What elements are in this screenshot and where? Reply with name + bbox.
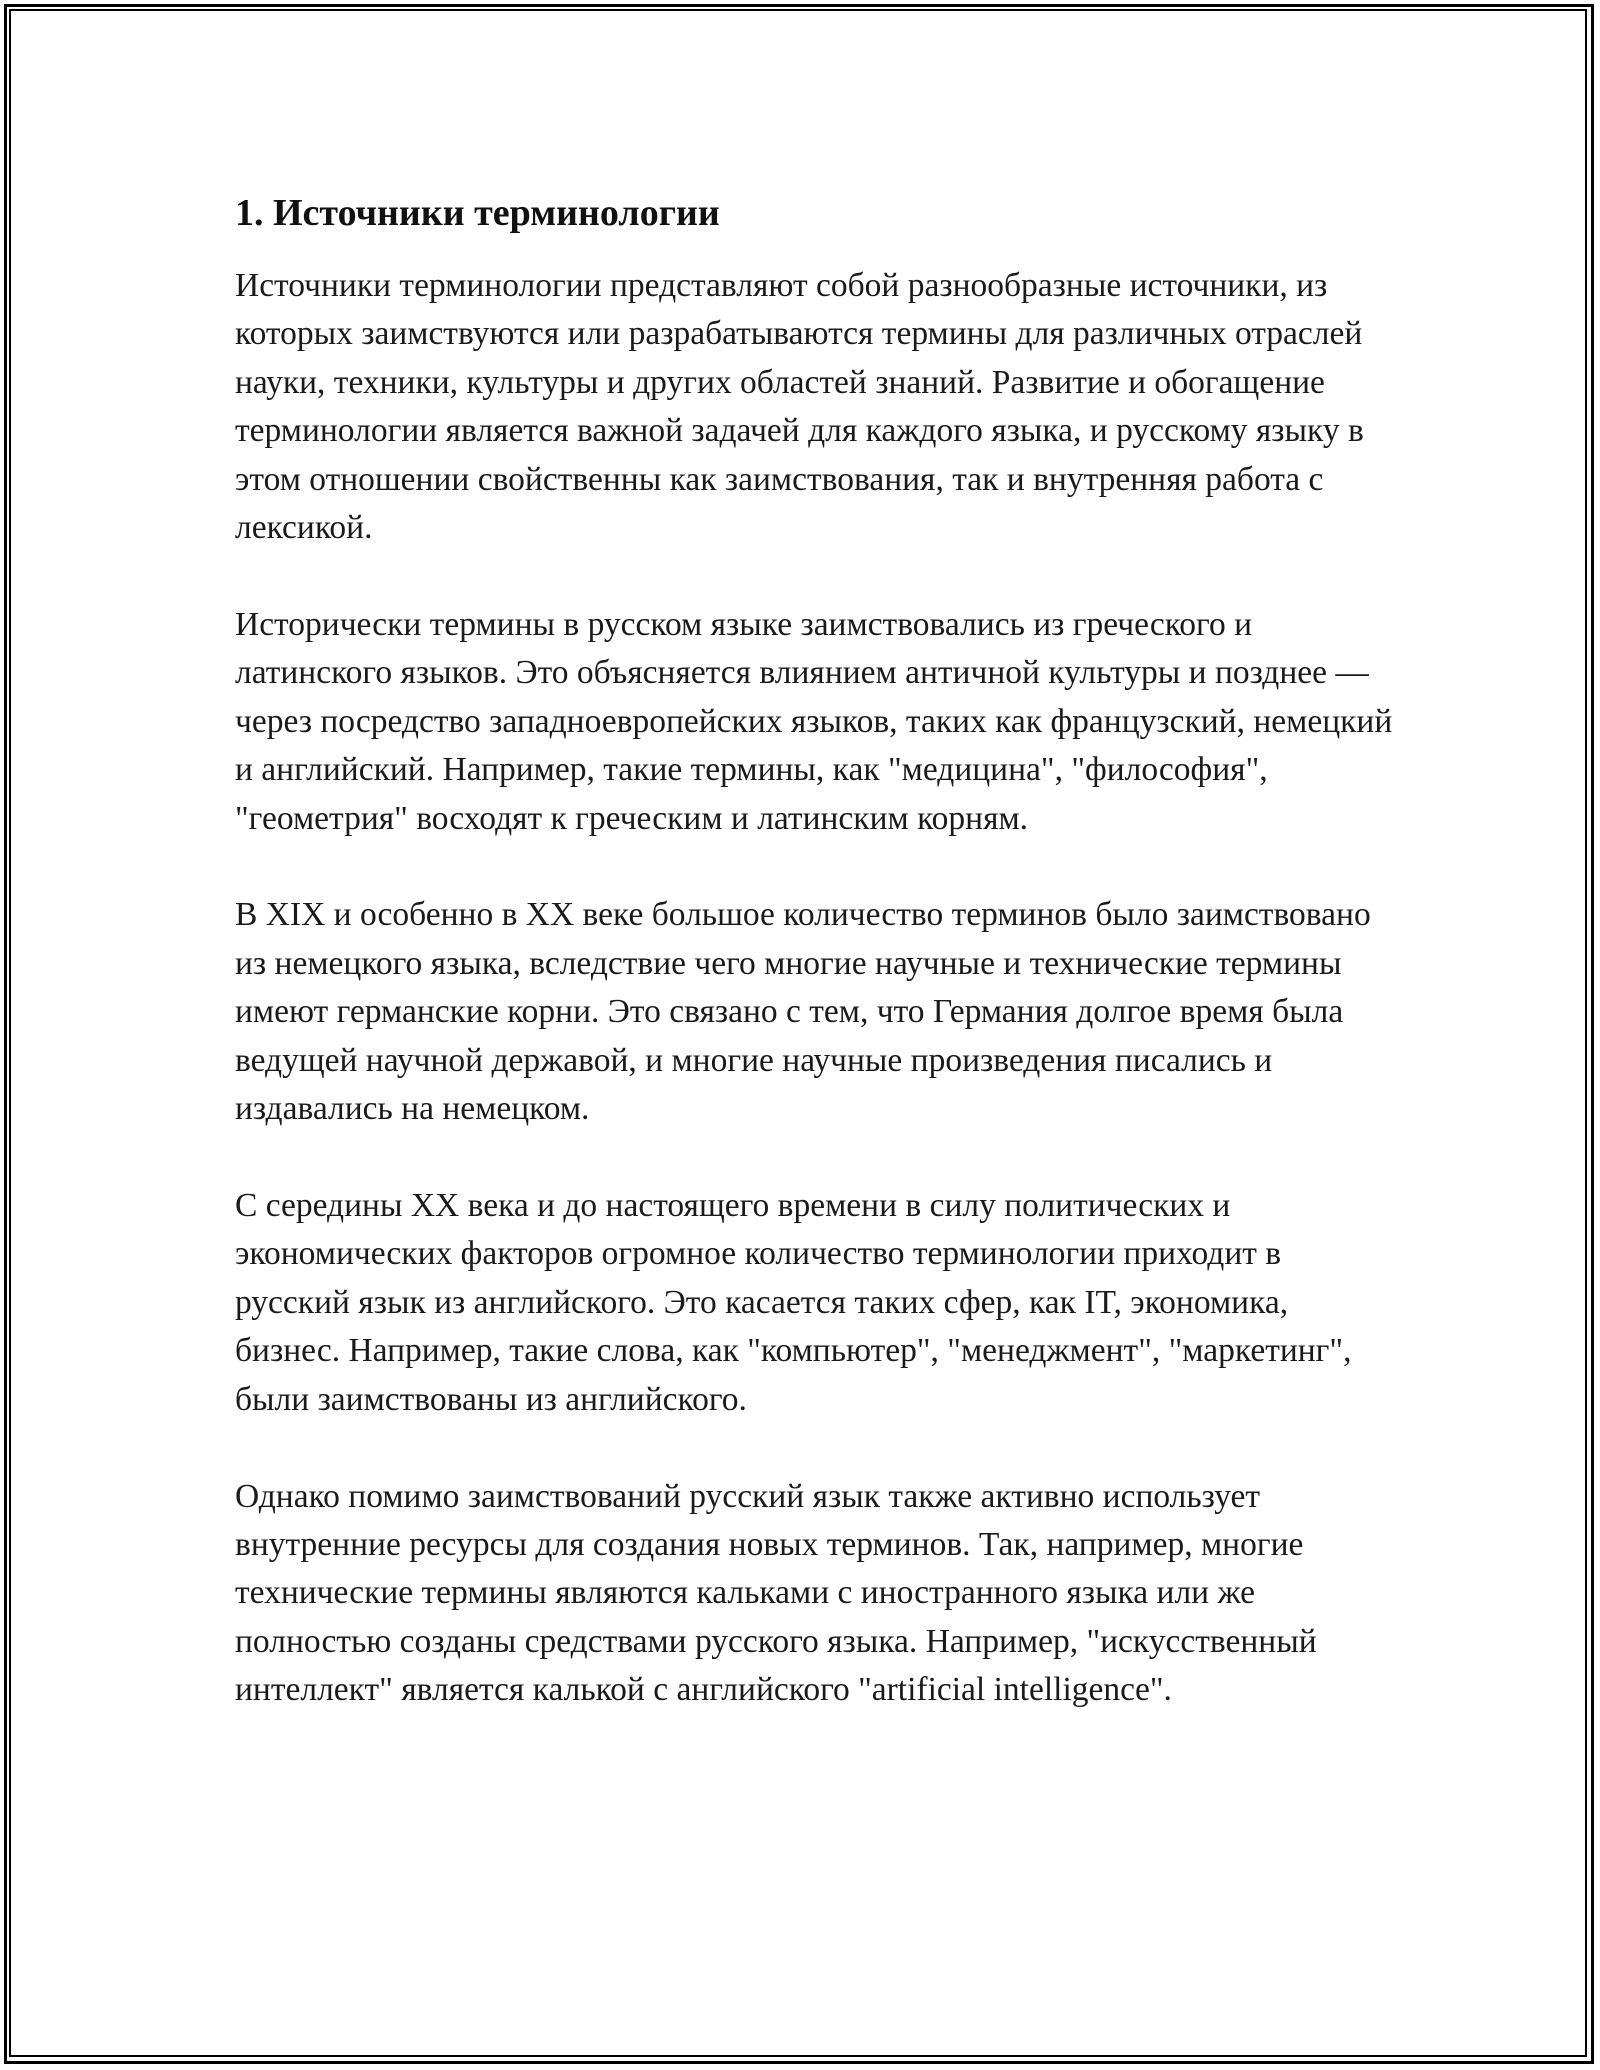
- paragraph-4: С середины XX века и до настоящего времени в силу политических и экономических факторов огромное количество терминологии приходит в русский язык из английского. Это касается таких сфер, как IT, экономика, бизнес. Например, такие слова, как "компьютер", "менеджмент", "маркетинг", были заимствованы из английского.: [235, 1187, 1352, 1418]
- paragraph-2: Исторически термины в русском языке заимствовались из греческого и латинского языков. Это объясняется влиянием античной культуры и позднее — через посредство западноевропейских языков, таких как французский, немецкий и английский. Например, такие термины, как "медицина", "философия", "геометрия" восходят к греческим и латинским корням.: [235, 605, 1393, 837]
- paragraph-3: В XIX и особенно в XX веке большое количество терминов было заимствовано из немецкого языка, вследствие чего многие научные и технические термины имеют германские корни. Это связано с тем, что Германия долгое время была ведущей научной державой, и многие научные произведения писались и издавались на немецком.: [235, 896, 1371, 1128]
- paragraph-5: Однако помимо заимствований русский язык также активно использует внутренние ресурсы для создания новых терминов. Так, например, многие технические термины являются кальками с иностранного языка или же полностью созданы средствами русского языка. Например, "искусственный интеллект" является калькой с английского "artificial intelligence".: [235, 1477, 1317, 1709]
- paragraph-1: Источники терминологии представляют собой разнообразные источники, из которых заимствуются или разрабатываются термины для различных отраслей науки, техники, культуры и других областей знаний. Развитие и обогащение терминологии является важной задачей для каждого языка, и русскому языку в этом отношении свойственны как заимствования, так и внутренняя работа с лексикой.: [235, 267, 1364, 547]
- section-heading: 1. Источники терминологии: [235, 192, 720, 234]
- document-body: [235, 186, 1395, 1763]
